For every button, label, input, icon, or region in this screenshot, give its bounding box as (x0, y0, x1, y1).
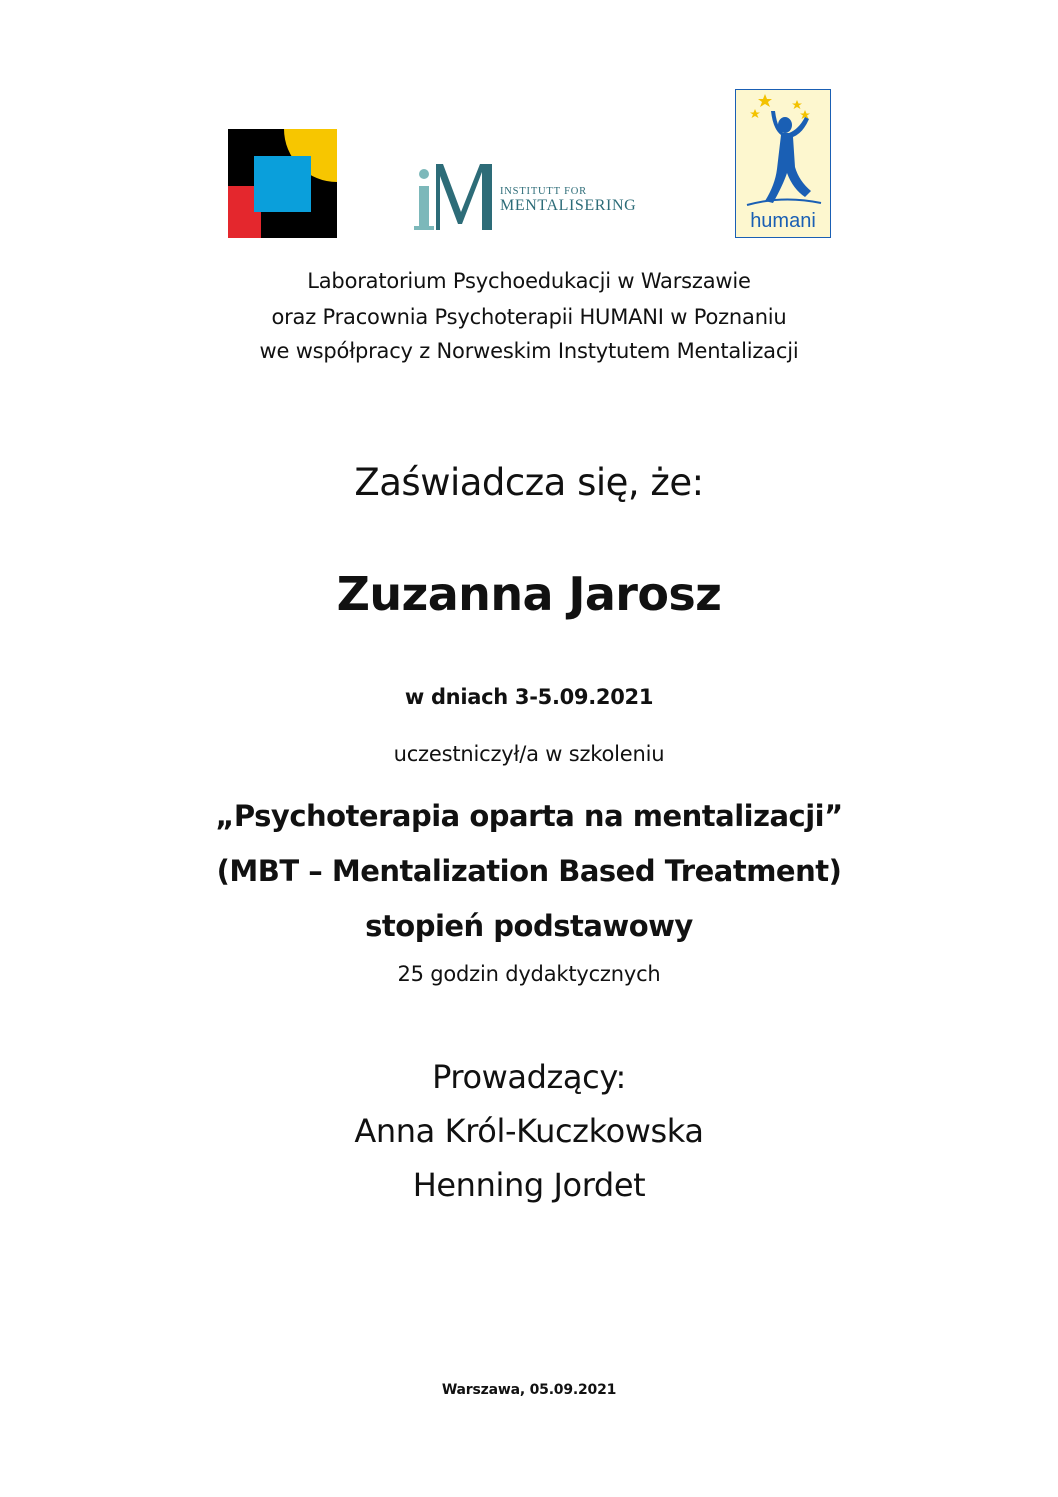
im-logo-line2: MENTALISERING (500, 197, 637, 214)
certify-heading: Zaświadcza się, że: (354, 461, 704, 504)
humani-logo (735, 89, 831, 238)
im-logo-line1: INSTITUTT FOR (500, 186, 587, 197)
laboratorium-logo (228, 129, 337, 238)
organizer-line-2: oraz Pracownia Psychoterapii HUMANI w Poznaniu (271, 305, 787, 329)
training-dates: w dniach 3-5.09.2021 (404, 685, 654, 709)
organizer-line-1: Laboratorium Psychoedukacji w Warszawie (307, 269, 751, 293)
humani-logo-graphic (735, 89, 831, 238)
course-subtitle: (MBT – Mentalization Based Treatment) (216, 854, 842, 888)
participant-name: Zuzanna Jarosz (336, 567, 722, 621)
instructors-label: Prowadzący: (432, 1058, 626, 1096)
place-and-date: Warszawa, 05.09.2021 (441, 1382, 617, 1398)
laboratorium-logo-graphic (228, 129, 337, 238)
humani-wordmark: humani (750, 210, 816, 232)
institutt-for-mentalisering-logo (414, 160, 659, 232)
instructor-name: Anna Król-Kuczkowska (354, 1112, 704, 1150)
course-title: „Psychoterapia oparta na mentalizacji” (215, 799, 843, 833)
course-hours: 25 godzin dydaktycznych (397, 962, 661, 986)
participation-text: uczestniczył/a w szkoleniu (393, 742, 665, 766)
organizer-line-3: we współpracy z Norweskim Instytutem Mentalizacji (259, 339, 799, 363)
course-level: stopień podstawowy (365, 909, 693, 943)
im-logo-graphic (414, 160, 659, 232)
instructor-name: Henning Jordet (412, 1166, 646, 1204)
